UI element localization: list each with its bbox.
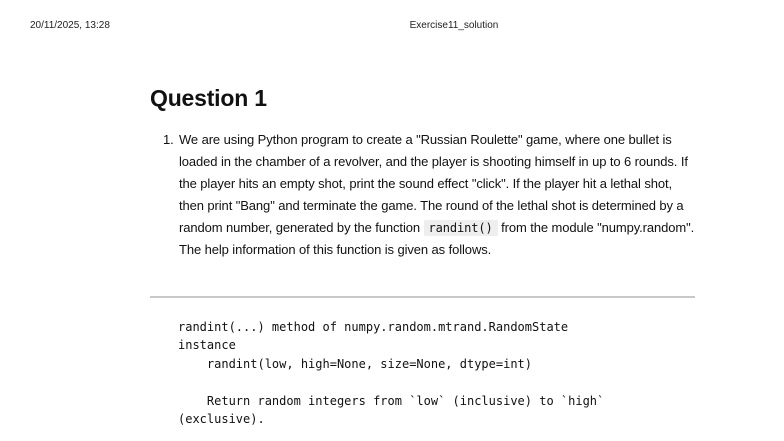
help-output-block: randint(...) method of numpy.random.mtrand.RandomState instance randint(low, high=None, size=None, dtype=int) Return random integers from `low` (inclusive) to `high` (exclusive). xyxy=(178,320,605,427)
notebook-content xyxy=(150,84,696,257)
print-header xyxy=(0,20,784,34)
inline-code-randint: randint() xyxy=(424,220,498,236)
question-text-part1: We are using Python program to create a "Russian Roulette" game, where one bullet is loaded in the chamber of a revolver, and the player is shooting himself in up to 6 rounds. If the player hits an empty shot, print the sound effect "click". If the player hit a lethal shot, then print "Bang" and terminate the game. The round of the lethal shot is determined by a random number, generated by the function xyxy=(179,132,688,235)
question-heading: Question 1 xyxy=(150,85,267,111)
print-document-title: Exercise11_solution xyxy=(409,20,499,31)
question-text-part2: from the module "numpy.random". The help information of this function is given as follows. xyxy=(179,220,695,257)
section-divider xyxy=(150,296,695,298)
question-item xyxy=(163,129,696,261)
question-item-number: 1. xyxy=(163,132,174,147)
question-list xyxy=(163,129,696,261)
print-datetime: 20/11/2025, 13:28 xyxy=(30,20,110,31)
